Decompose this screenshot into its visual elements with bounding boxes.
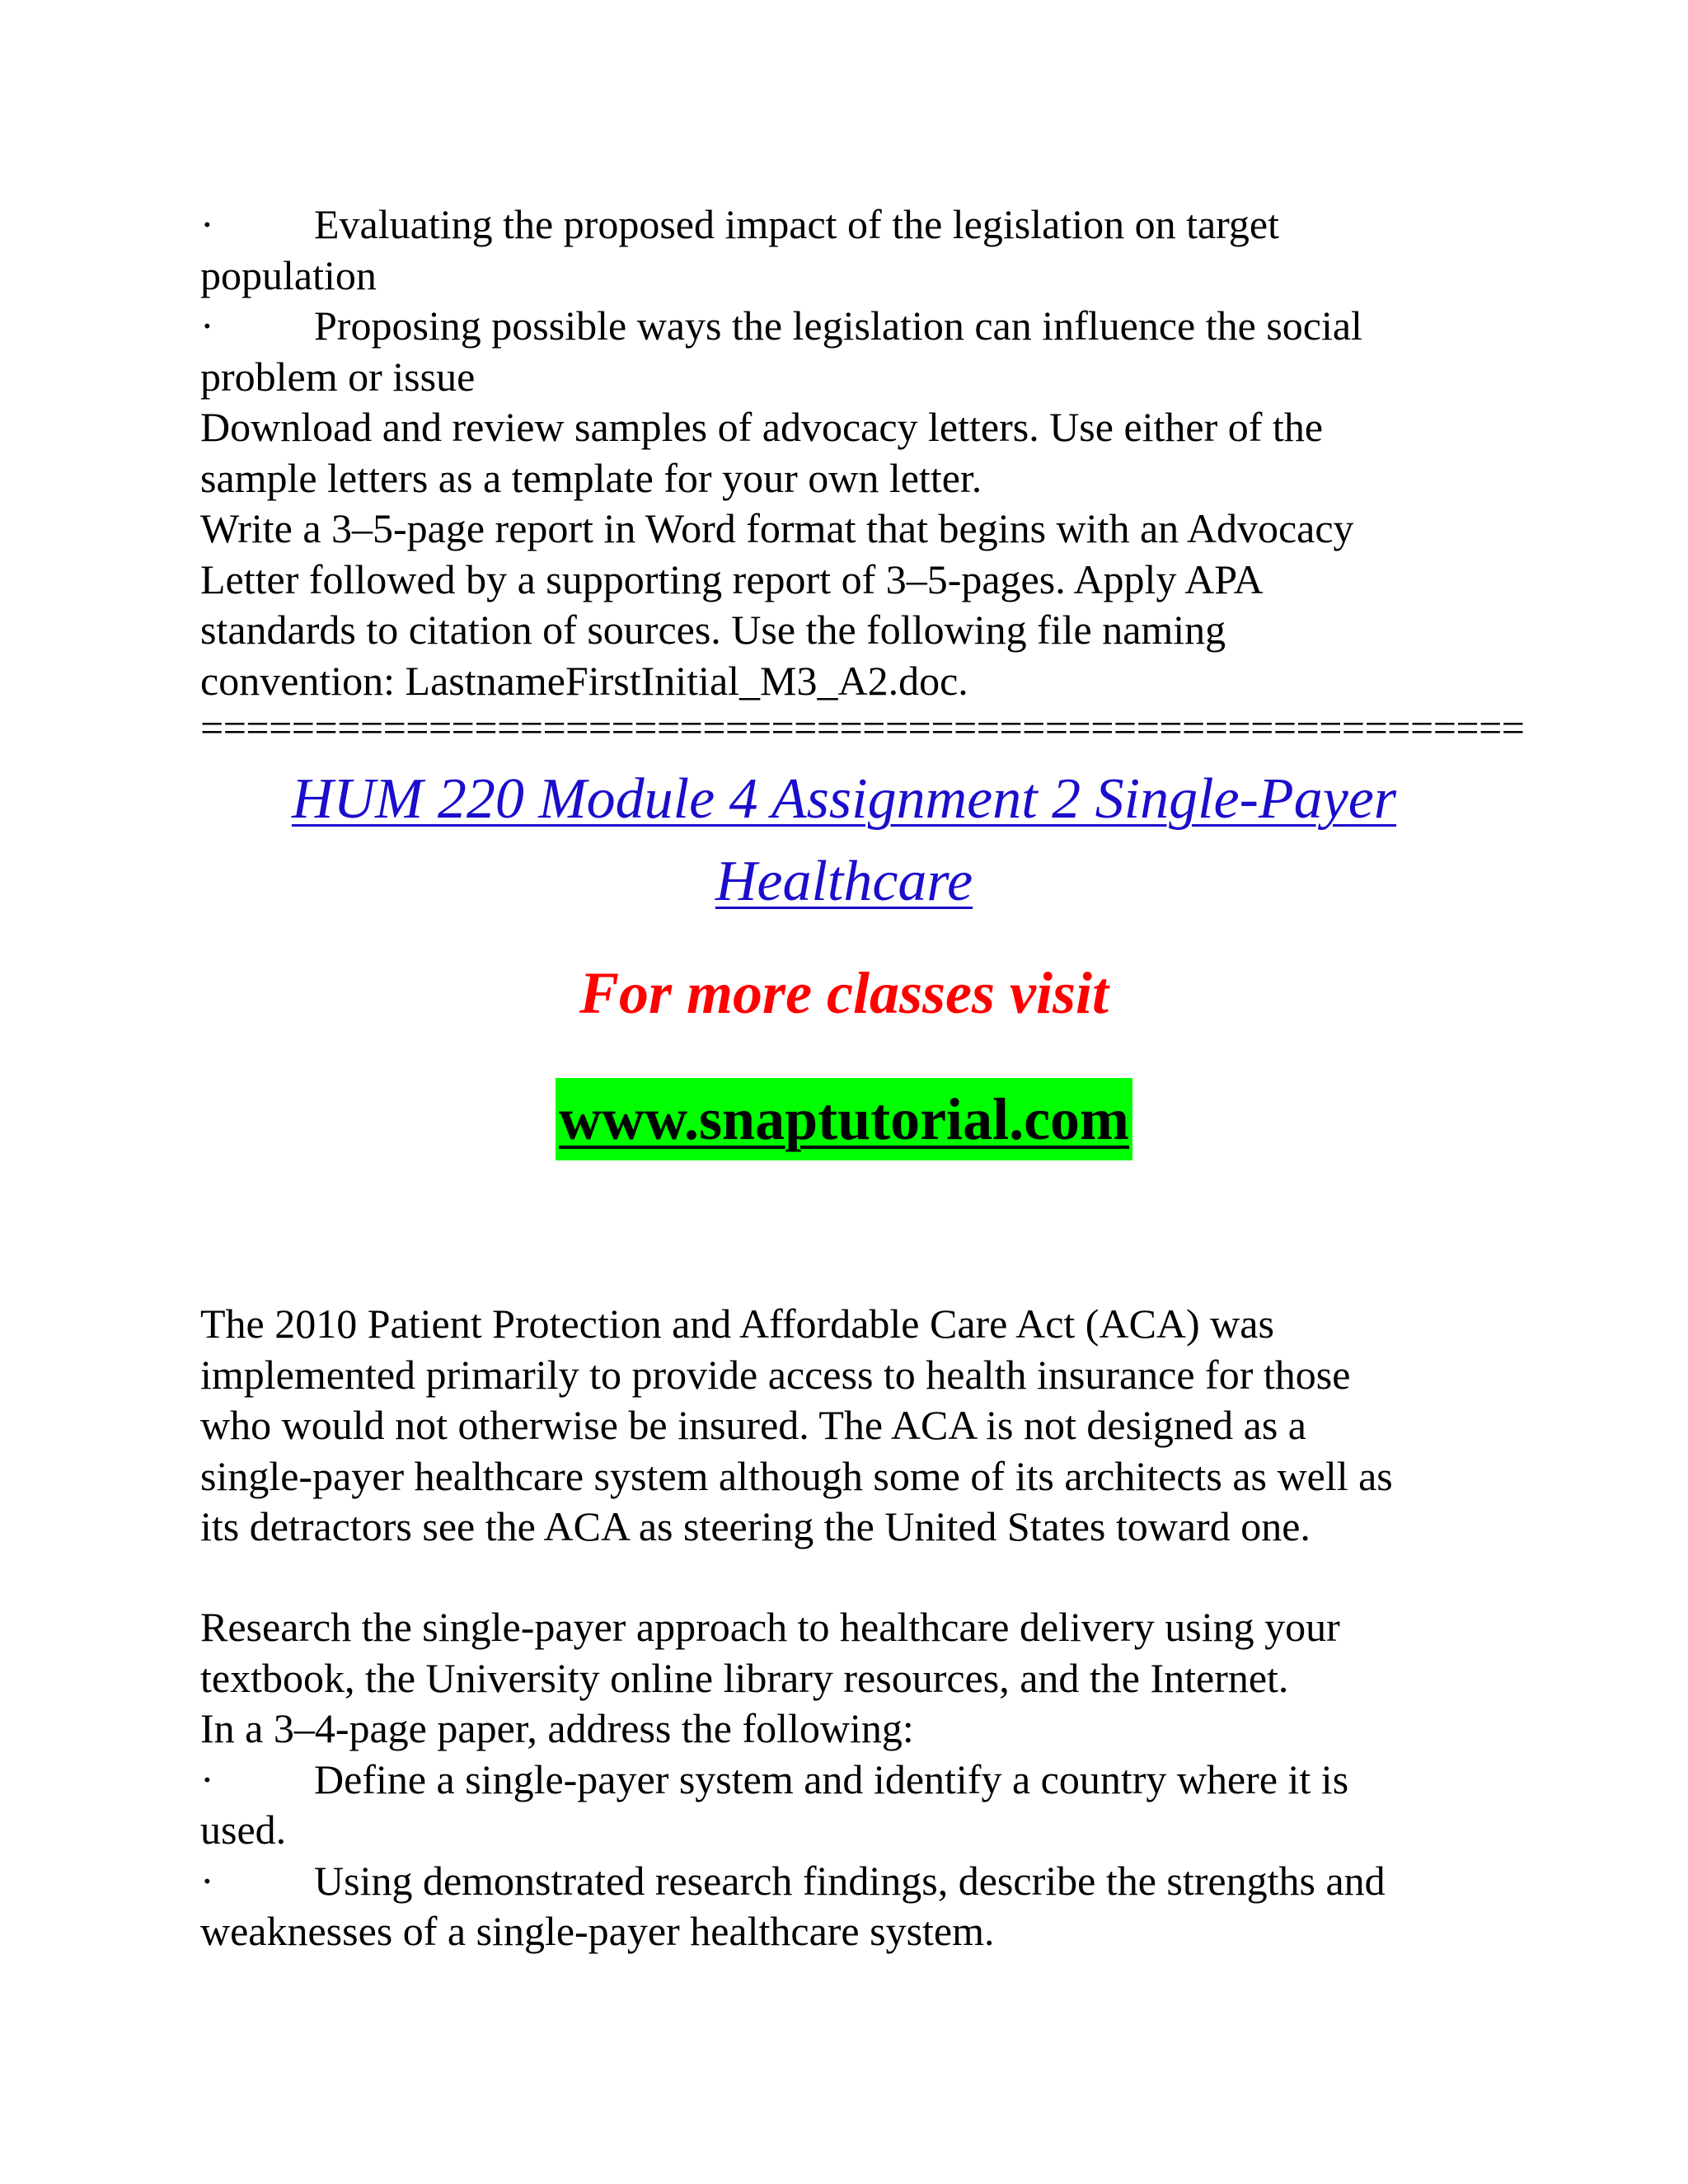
assignment-instructions-top: [200, 199, 1536, 706]
research-instructions: [200, 1602, 1536, 1957]
promo-text: For more classes visit: [579, 960, 1109, 1026]
text-line: [200, 1502, 1536, 1553]
text-line: [200, 555, 1536, 606]
text-line: [200, 1350, 1536, 1401]
text-line: [200, 1755, 1536, 1806]
line-text: convention: LastnameFirstInitial_M3_A2.doc.: [200, 657, 968, 704]
line-text: single-payer healthcare system although some of its architects as well as: [200, 1452, 1393, 1499]
text-line: [200, 1704, 1536, 1755]
line-text: Download and review samples of advocacy letters. Use either of the: [200, 404, 1324, 450]
line-text: Proposing possible ways the legislation can influence the social: [314, 302, 1362, 349]
line-text: In a 3–4-page paper, address the following:: [200, 1705, 914, 1751]
line-text: weaknesses of a single-payer healthcare system.: [200, 1908, 995, 1954]
line-text: Research the single-payer approach to healthcare delivery using your: [200, 1604, 1340, 1650]
line-text: textbook, the University online library resources, and the Internet.: [200, 1654, 1289, 1701]
text-line: [200, 1602, 1536, 1653]
text-line: [200, 251, 1536, 302]
text-line: [200, 504, 1536, 555]
text-line: [200, 1653, 1536, 1704]
line-text: Using demonstrated research findings, describe the strengths and: [314, 1857, 1386, 1904]
text-line: [200, 402, 1536, 453]
line-text: its detractors see the ACA as steering the United States toward one.: [200, 1503, 1311, 1549]
bullet-mark: ·: [200, 302, 214, 349]
text-line: [200, 1856, 1536, 1907]
bullet-mark: ·: [200, 1857, 214, 1904]
line-text: Define a single-payer system and identify a country where it is: [314, 1755, 1349, 1802]
course-title-link[interactable]: HUM 220 Module 4 Assignment 2 Single-Payer: [291, 767, 1397, 831]
site-link-container: [0, 1078, 1688, 1160]
line-text: The 2010 Patient Protection and Affordable Care Act (ACA) was: [200, 1301, 1274, 1347]
line-text: who would not otherwise be insured. The ACA is not designed as a: [200, 1402, 1306, 1448]
text-line: [200, 605, 1536, 656]
text-line: [200, 656, 1536, 707]
text-line: [200, 453, 1536, 504]
text-line: [200, 1299, 1536, 1350]
line-text: standards to citation of sources. Use the following file naming: [200, 607, 1226, 653]
bullet-mark: ·: [200, 201, 214, 247]
course-title-link-continued[interactable]: Healthcare: [715, 850, 973, 913]
text-line: [200, 301, 1536, 352]
line-text: population: [200, 251, 377, 298]
aca-intro-paragraph: [200, 1299, 1536, 1553]
website-link[interactable]: www.snaptutorial.com: [556, 1078, 1132, 1160]
text-line: [200, 1400, 1536, 1451]
text-line: [200, 1451, 1536, 1502]
line-text: Letter followed by a supporting report of 3–5-pages. Apply APA: [200, 555, 1264, 602]
text-line: [200, 199, 1536, 251]
line-text: problem or issue: [200, 353, 476, 400]
line-text: Evaluating the proposed impact of the legislation on target: [314, 201, 1279, 247]
line-text: sample letters as a template for your own letter.: [200, 454, 982, 501]
line-text: used.: [200, 1807, 287, 1853]
bullet-mark: ·: [200, 1755, 214, 1802]
text-line: [200, 352, 1536, 403]
line-text: implemented primarily to provide access to health insurance for those: [200, 1351, 1351, 1398]
text-line: [200, 1805, 1536, 1856]
text-line: [200, 1906, 1536, 1957]
section-divider: ==========================================================: [200, 705, 1525, 751]
line-text: Write a 3–5-page report in Word format that begins with an Advocacy: [200, 505, 1354, 551]
